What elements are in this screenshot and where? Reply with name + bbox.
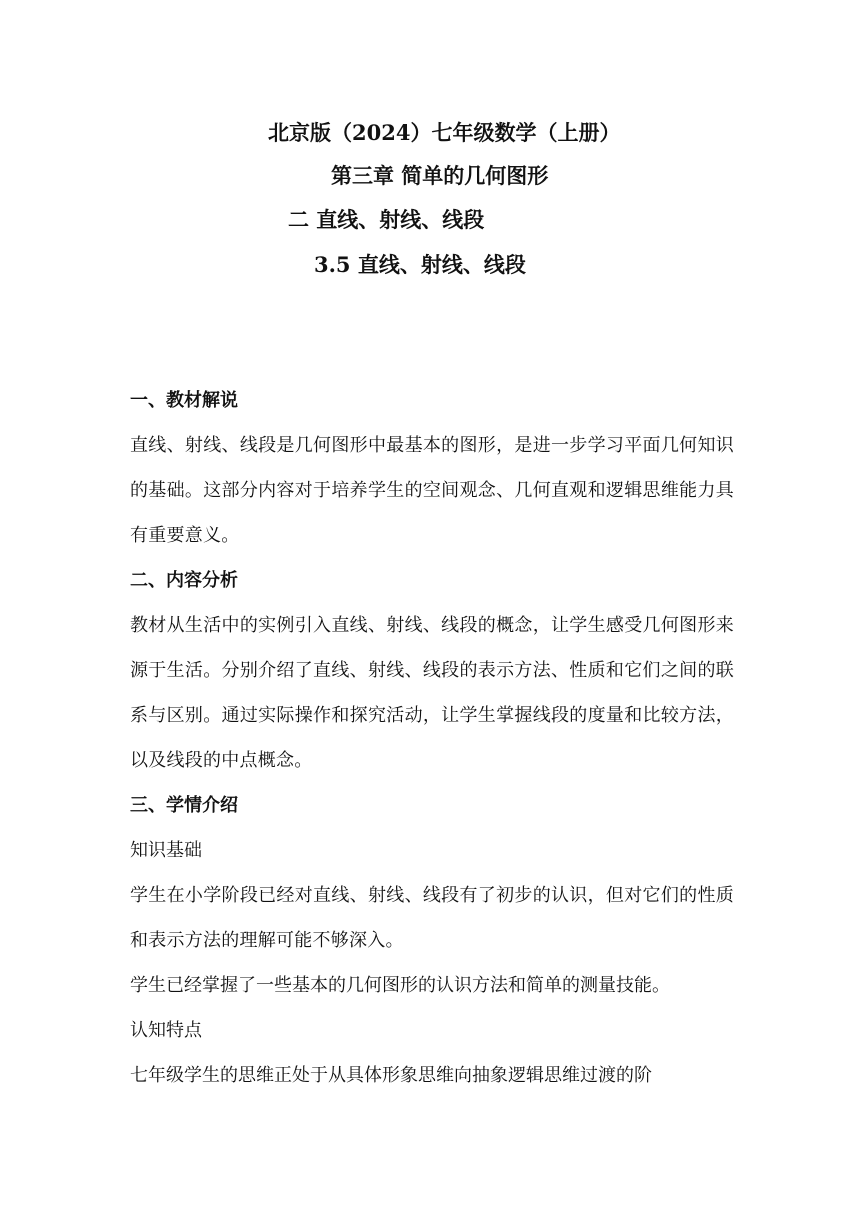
paragraph-content: 教材从生活中的实例引入直线、射线、线段的概念，让学生感受几何图形来源于生活。分别介绍了直线、射线、线段的表示方法、性质和它们之间的联系与区别。通过实际操作和探究活动，让学生掌握线段的度量和比较方法，以及线段的中点概念。 bbox=[130, 615, 734, 771]
book-title: 北京版（2024）七年级数学（上册） bbox=[268, 120, 621, 145]
paragraph-textbook: 直线、射线、线段是几何图形中最基本的图形，是进一步学习平面几何知识的基础。这部分内容对于培养学生的空间观念、几何直观和逻辑思维能力具有重要意义。 bbox=[130, 435, 734, 546]
section-heading-textbook: 一、教材解说 bbox=[130, 390, 238, 411]
chapter-title: 第三章 简单的几何图形 bbox=[331, 163, 549, 188]
section-title: 二 直线、射线、线段 bbox=[288, 207, 485, 232]
section-heading-students: 三、学情介绍 bbox=[130, 795, 238, 816]
lesson-title: 3.5 直线、射线、线段 bbox=[314, 252, 526, 277]
document-body bbox=[130, 378, 734, 1098]
section-heading-content: 二、内容分析 bbox=[130, 570, 238, 591]
paragraph-knowledge-2: 学生已经掌握了一些基本的几何图形的认识方法和简单的测量技能。 bbox=[130, 975, 670, 996]
paragraph-knowledge-1: 学生在小学阶段已经对直线、射线、线段有了初步的认识，但对它们的性质和表示方法的理解可能不够深入。 bbox=[130, 885, 734, 951]
subheading-knowledge: 知识基础 bbox=[130, 840, 202, 861]
paragraph-cognition: 七年级学生的思维正处于从具体形象思维向抽象逻辑思维过渡的阶 bbox=[130, 1065, 652, 1086]
subheading-cognition: 认知特点 bbox=[130, 1020, 202, 1041]
